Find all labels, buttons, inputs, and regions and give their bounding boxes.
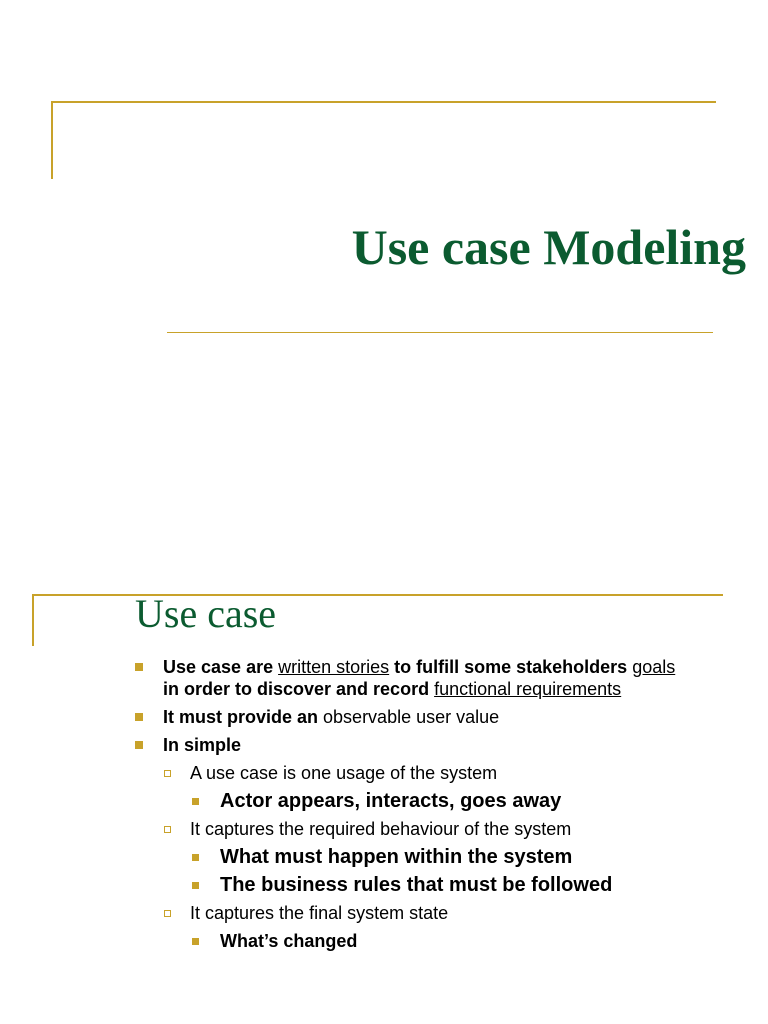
bullet-text: A use case is one usage of the system [190, 763, 498, 783]
square-bullet-icon [135, 663, 143, 671]
list-item [0, 846, 768, 868]
bullet-text: What’s changed [220, 931, 358, 951]
list-item [0, 656, 768, 700]
bullet-list [0, 656, 768, 958]
underlined-term: written stories [278, 657, 390, 677]
bullet-text: It captures the final system state [190, 903, 449, 923]
bullet-text: Use case are [163, 657, 279, 677]
square-bullet-icon [135, 741, 143, 749]
bullet-text: The business rules that must be followed [220, 874, 613, 896]
hollow-square-bullet-icon [164, 826, 171, 833]
hollow-square-bullet-icon [164, 910, 171, 917]
bullet-text: to fulfill some stakeholders [389, 657, 633, 677]
slide-title: Use case Modeling [351, 219, 746, 275]
list-item [0, 874, 768, 896]
square-bullet-icon [192, 882, 199, 889]
square-bullet-icon [192, 938, 199, 945]
bullet-text: What must happen within the system [220, 846, 573, 868]
list-item [0, 902, 768, 924]
bullet-text: It captures the required behaviour of the system [190, 819, 572, 839]
bullet-text: in order to discover and record [163, 679, 435, 699]
square-bullet-icon [135, 713, 143, 721]
list-item [0, 762, 768, 784]
bullet-text: Actor appears, interacts, goes away [220, 790, 562, 812]
list-item [0, 930, 768, 952]
top-rule [51, 101, 716, 103]
slide-heading: Use case [135, 591, 277, 636]
square-bullet-icon [192, 854, 199, 861]
list-item [0, 734, 768, 756]
list-item [0, 706, 768, 728]
bullet-text: observable user value [323, 707, 500, 727]
underlined-term: goals [632, 657, 676, 677]
underlined-term: functional requirements [434, 679, 622, 699]
list-item [0, 818, 768, 840]
left-rule [51, 101, 53, 179]
hollow-square-bullet-icon [164, 770, 171, 777]
bullet-text: In simple [163, 735, 242, 755]
list-item [0, 790, 768, 812]
square-bullet-icon [192, 798, 199, 805]
bullet-text: It must provide an [163, 707, 324, 727]
content-slide [0, 560, 768, 1024]
title-underline [167, 332, 713, 333]
left-rule [32, 594, 34, 646]
